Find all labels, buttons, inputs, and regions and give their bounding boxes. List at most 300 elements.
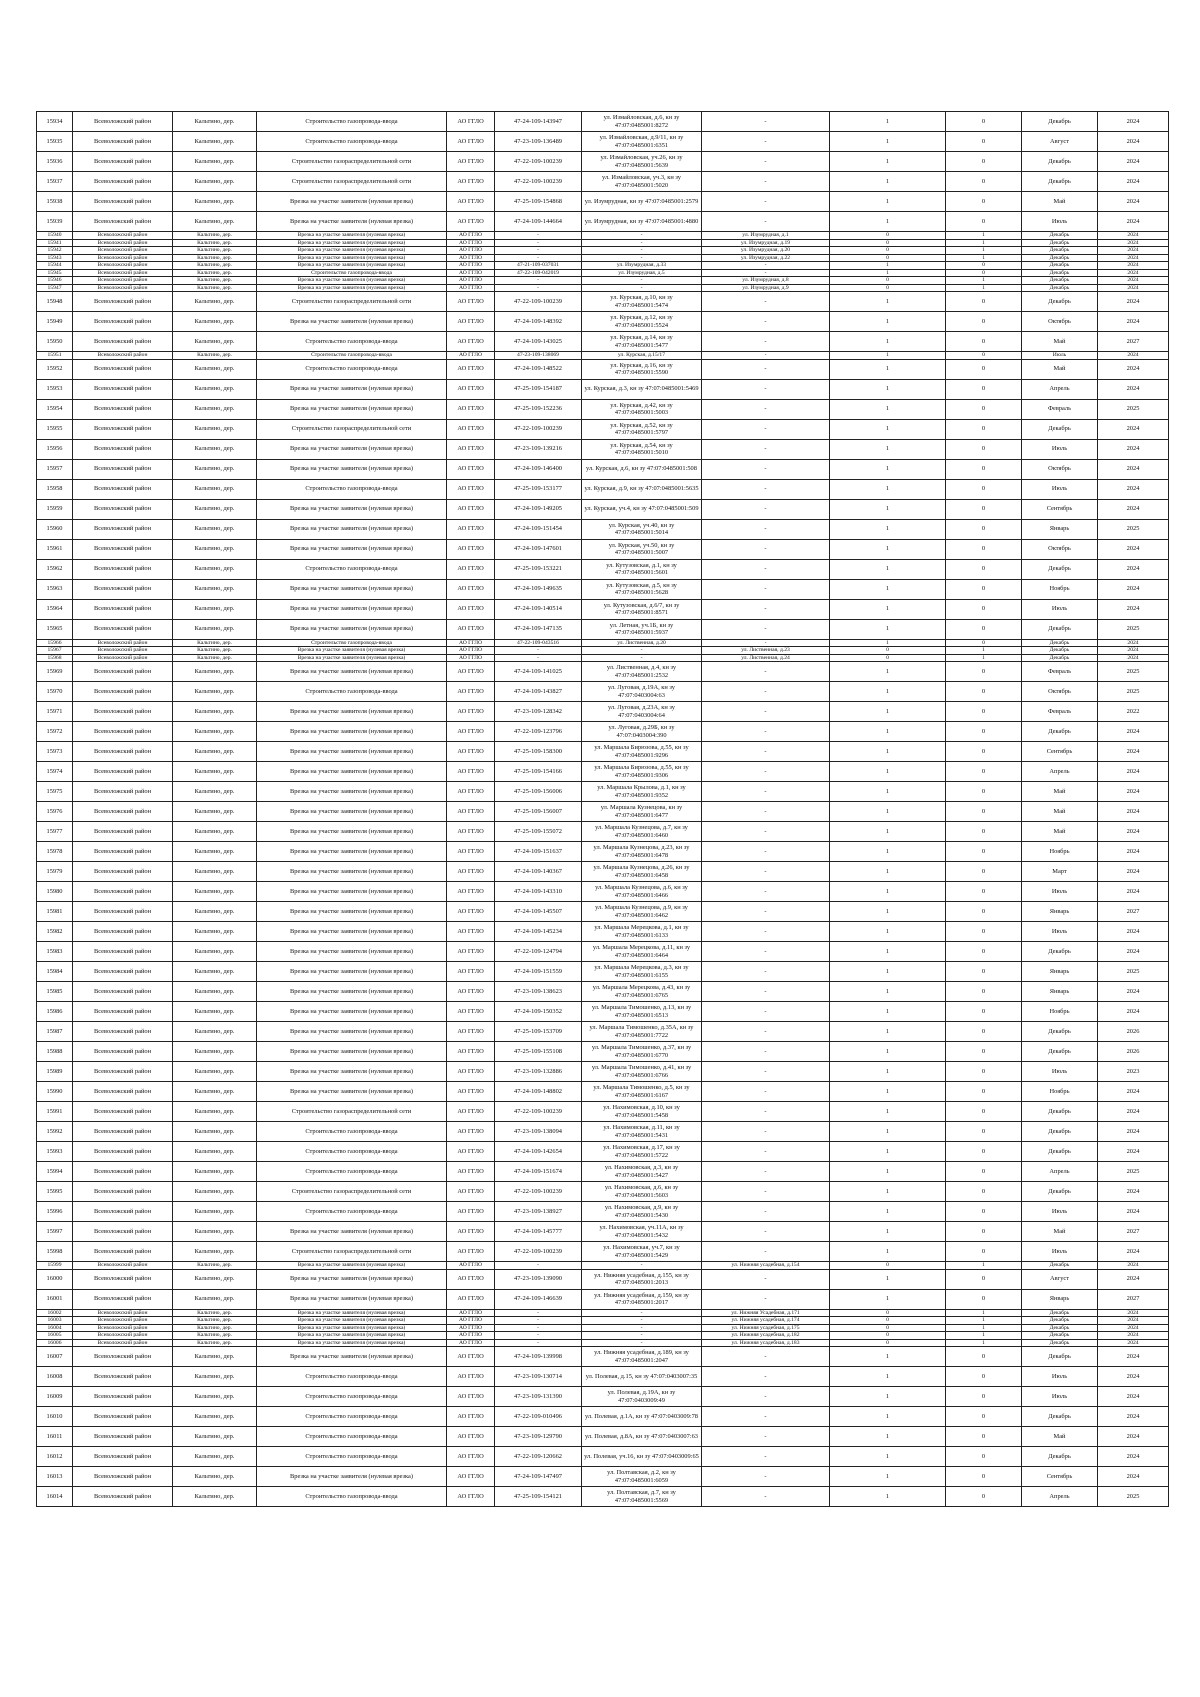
permit-number-cell: 47-24-109-146400	[495, 459, 582, 479]
organization-cell: АО ГГЛО	[447, 1447, 495, 1467]
organization-cell: АО ГГЛО	[447, 277, 495, 285]
month-cell: Февраль	[1022, 399, 1098, 419]
row-number: 15989	[37, 1062, 73, 1082]
address-cadastral-cell: ул. Курская, д.12, кн зу 47:07:0485001:5524	[582, 312, 702, 332]
address-cell: -	[702, 962, 830, 982]
address-cell: -	[702, 292, 830, 312]
count-a-cell: 1	[830, 1182, 946, 1202]
organization-cell: АО ГГЛО	[447, 662, 495, 682]
district-cell: Всеволожский район	[73, 212, 173, 232]
table-row	[37, 1309, 1169, 1317]
work-type-cell: Врезка на участке заявителя (нулевая врезка)	[257, 1332, 447, 1340]
permit-number-cell: 47-24-109-151454	[495, 519, 582, 539]
row-number: 15980	[37, 882, 73, 902]
locality-cell: Кальтино, дер.	[173, 782, 257, 802]
count-a-cell: 1	[830, 1242, 946, 1262]
work-type-cell: Врезка на участке заявителя (нулевая врезка)	[257, 459, 447, 479]
address-cell: -	[702, 359, 830, 379]
address-cell: -	[702, 702, 830, 722]
year-cell: 2024	[1098, 239, 1169, 247]
row-number: 15947	[37, 284, 73, 292]
address-cadastral-cell: -	[582, 1317, 702, 1325]
row-number: 15962	[37, 559, 73, 579]
year-cell: 2025	[1098, 1162, 1169, 1182]
table-row	[37, 599, 1169, 619]
month-cell: Декабрь	[1022, 942, 1098, 962]
row-number: 15999	[37, 1262, 73, 1270]
address-cadastral-cell: ул. Курская, д.16, кн зу 47:07:0485001:5590	[582, 359, 702, 379]
permit-number-cell: 47-24-109-147135	[495, 619, 582, 639]
count-a-cell: 1	[830, 902, 946, 922]
locality-cell: Кальтино, дер.	[173, 902, 257, 922]
address-cadastral-cell: ул. Курская, д.15/17	[582, 352, 702, 360]
count-a-cell: 1	[830, 862, 946, 882]
row-number: 15958	[37, 479, 73, 499]
district-cell: Всеволожский район	[73, 702, 173, 722]
district-cell: Всеволожский район	[73, 1262, 173, 1270]
permit-number-cell: -	[495, 254, 582, 262]
address-cadastral-cell: ул. Измайловская, д.9/11, кн зу 47:07:0485001:6351	[582, 132, 702, 152]
locality-cell: Кальтино, дер.	[173, 359, 257, 379]
locality-cell: Кальтино, дер.	[173, 284, 257, 292]
district-cell: Всеволожский район	[73, 1447, 173, 1467]
address-cell: -	[702, 112, 830, 132]
count-a-cell: 0	[830, 1332, 946, 1340]
row-number: 15952	[37, 359, 73, 379]
month-cell: Декабрь	[1022, 1309, 1098, 1317]
count-b-cell: 0	[946, 112, 1022, 132]
address-cell: -	[702, 1347, 830, 1367]
count-a-cell: 1	[830, 1042, 946, 1062]
year-cell: 2024	[1098, 942, 1169, 962]
permit-number-cell: -	[495, 232, 582, 240]
locality-cell: Кальтино, дер.	[173, 112, 257, 132]
year-cell: 2027	[1098, 332, 1169, 352]
count-a-cell: 0	[830, 247, 946, 255]
district-cell: Всеволожский район	[73, 262, 173, 270]
address-cadastral-cell: -	[582, 247, 702, 255]
month-cell: Ноябрь	[1022, 579, 1098, 599]
address-cell: -	[702, 882, 830, 902]
locality-cell: Кальтино, дер.	[173, 882, 257, 902]
district-cell: Всеволожский район	[73, 1102, 173, 1122]
district-cell: Всеволожский район	[73, 332, 173, 352]
work-type-cell: Врезка на участке заявителя (нулевая врезка)	[257, 232, 447, 240]
count-a-cell: 1	[830, 539, 946, 559]
table-row	[37, 212, 1169, 232]
district-cell: Всеволожский район	[73, 539, 173, 559]
table-row	[37, 1162, 1169, 1182]
locality-cell: Кальтино, дер.	[173, 922, 257, 942]
organization-cell: АО ГГЛО	[447, 1242, 495, 1262]
count-a-cell: 1	[830, 1407, 946, 1427]
district-cell: Всеволожский район	[73, 1142, 173, 1162]
table-row	[37, 882, 1169, 902]
count-a-cell: 1	[830, 312, 946, 332]
address-cadastral-cell: -	[582, 647, 702, 655]
work-type-cell: Врезка на участке заявителя (нулевая врезка)	[257, 254, 447, 262]
year-cell: 2024	[1098, 922, 1169, 942]
table-row	[37, 499, 1169, 519]
locality-cell: Кальтино, дер.	[173, 152, 257, 172]
organization-cell: АО ГГЛО	[447, 539, 495, 559]
year-cell: 2024	[1098, 647, 1169, 655]
month-cell: Декабрь	[1022, 172, 1098, 192]
count-b-cell: 0	[946, 702, 1022, 722]
organization-cell: АО ГГЛО	[447, 312, 495, 332]
district-cell: Всеволожский район	[73, 1182, 173, 1202]
table-row	[37, 132, 1169, 152]
work-type-cell: Врезка на участке заявителя (нулевая врезка)	[257, 662, 447, 682]
count-b-cell: 0	[946, 379, 1022, 399]
organization-cell: АО ГГЛО	[447, 882, 495, 902]
locality-cell: Кальтино, дер.	[173, 862, 257, 882]
registry-sheet	[36, 111, 1168, 1507]
district-cell: Всеволожский район	[73, 152, 173, 172]
count-b-cell: 1	[946, 247, 1022, 255]
locality-cell: Кальтино, дер.	[173, 399, 257, 419]
table-row	[37, 269, 1169, 277]
work-type-cell: Строительство газопровода-ввода	[257, 269, 447, 277]
row-number: 15937	[37, 172, 73, 192]
district-cell: Всеволожский район	[73, 1002, 173, 1022]
table-row	[37, 1222, 1169, 1242]
work-type-cell: Врезка на участке заявителя (нулевая врезка)	[257, 842, 447, 862]
address-cadastral-cell: ул. Маршала Мерецкова, д.11, кн зу 47:07:0485001:6464	[582, 942, 702, 962]
work-type-cell: Строительство газопровода-ввода	[257, 1142, 447, 1162]
locality-cell: Кальтино, дер.	[173, 1022, 257, 1042]
locality-cell: Кальтино, дер.	[173, 802, 257, 822]
permit-number-cell: 47-23-109-129790	[495, 1427, 582, 1447]
row-number: 15944	[37, 262, 73, 270]
district-cell: Всеволожский район	[73, 882, 173, 902]
address-cell: -	[702, 862, 830, 882]
table-row	[37, 1447, 1169, 1467]
address-cell: -	[702, 619, 830, 639]
organization-cell: АО ГГЛО	[447, 1202, 495, 1222]
organization-cell: АО ГГЛО	[447, 1102, 495, 1122]
district-cell: Всеволожский район	[73, 619, 173, 639]
row-number: 15968	[37, 654, 73, 662]
count-a-cell: 0	[830, 284, 946, 292]
year-cell: 2024	[1098, 1387, 1169, 1407]
permit-number-cell: 47-25-109-153177	[495, 479, 582, 499]
address-cell: -	[702, 722, 830, 742]
count-b-cell: 0	[946, 1222, 1022, 1242]
work-type-cell: Врезка на участке заявителя (нулевая врезка)	[257, 379, 447, 399]
count-a-cell: 0	[830, 1309, 946, 1317]
district-cell: Всеволожский район	[73, 647, 173, 655]
permit-number-cell: 47-23-109-139216	[495, 439, 582, 459]
address-cell: -	[702, 1269, 830, 1289]
month-cell: Февраль	[1022, 662, 1098, 682]
table-row	[37, 1062, 1169, 1082]
count-a-cell: 1	[830, 459, 946, 479]
year-cell: 2025	[1098, 619, 1169, 639]
organization-cell: АО ГГЛО	[447, 579, 495, 599]
permit-number-cell: -	[495, 1262, 582, 1270]
address-cadastral-cell: ул. Кутузовская, д.5, кн зу 47:07:0485001:5628	[582, 579, 702, 599]
row-number: 15987	[37, 1022, 73, 1042]
address-cell: -	[702, 1142, 830, 1162]
locality-cell: Кальтино, дер.	[173, 1324, 257, 1332]
row-number: 16014	[37, 1487, 73, 1507]
address-cadastral-cell: ул. Маршала Мерецкова, д.1, кн зу 47:07:0485001:6133	[582, 922, 702, 942]
count-b-cell: 0	[946, 1407, 1022, 1427]
address-cadastral-cell: ул. Маршала Бирюзова, д.55, кн зу 47:07:0485001:9306	[582, 762, 702, 782]
permit-number-cell: 47-24-109-142654	[495, 1142, 582, 1162]
table-row	[37, 172, 1169, 192]
count-b-cell: 0	[946, 332, 1022, 352]
month-cell: Июль	[1022, 439, 1098, 459]
organization-cell: АО ГГЛО	[447, 269, 495, 277]
count-b-cell: 1	[946, 277, 1022, 285]
permit-number-cell: 47-24-109-143947	[495, 112, 582, 132]
permit-number-cell: 47-22-109-042019	[495, 269, 582, 277]
count-b-cell: 1	[946, 1309, 1022, 1317]
address-cadastral-cell: -	[582, 239, 702, 247]
work-type-cell: Врезка на участке заявителя (нулевая врезка)	[257, 647, 447, 655]
organization-cell: АО ГГЛО	[447, 1262, 495, 1270]
address-cadastral-cell: -	[582, 1324, 702, 1332]
permit-number-cell: 47-24-109-150352	[495, 1002, 582, 1022]
address-cell: -	[702, 1242, 830, 1262]
table-row	[37, 1242, 1169, 1262]
locality-cell: Кальтино, дер.	[173, 1062, 257, 1082]
count-b-cell: 0	[946, 942, 1022, 962]
year-cell: 2024	[1098, 352, 1169, 360]
month-cell: Октябрь	[1022, 459, 1098, 479]
month-cell: Январь	[1022, 902, 1098, 922]
work-type-cell: Врезка на участке заявителя (нулевая врезка)	[257, 762, 447, 782]
locality-cell: Кальтино, дер.	[173, 419, 257, 439]
row-number: 16007	[37, 1347, 73, 1367]
count-a-cell: 1	[830, 842, 946, 862]
district-cell: Всеволожский район	[73, 599, 173, 619]
organization-cell: АО ГГЛО	[447, 902, 495, 922]
table-row	[37, 239, 1169, 247]
organization-cell: АО ГГЛО	[447, 499, 495, 519]
address-cell: -	[702, 499, 830, 519]
row-number: 15972	[37, 722, 73, 742]
permit-number-cell: 47-22-109-100239	[495, 152, 582, 172]
count-a-cell: 1	[830, 982, 946, 1002]
address-cell: -	[702, 399, 830, 419]
row-number: 15948	[37, 292, 73, 312]
address-cell: -	[702, 152, 830, 172]
count-a-cell: 1	[830, 1122, 946, 1142]
count-b-cell: 0	[946, 1387, 1022, 1407]
address-cadastral-cell: -	[582, 654, 702, 662]
permit-number-cell: 47-24-109-146639	[495, 1289, 582, 1309]
work-type-cell: Строительство газопровода-ввода	[257, 1122, 447, 1142]
month-cell: Декабрь	[1022, 722, 1098, 742]
table-row	[37, 1082, 1169, 1102]
count-a-cell: 1	[830, 822, 946, 842]
work-type-cell: Строительство газопровода-ввода	[257, 1367, 447, 1387]
table-row	[37, 1332, 1169, 1340]
table-row	[37, 842, 1169, 862]
row-number: 15988	[37, 1042, 73, 1062]
district-cell: Всеволожский район	[73, 1324, 173, 1332]
count-b-cell: 0	[946, 1122, 1022, 1142]
count-a-cell: 1	[830, 1202, 946, 1222]
organization-cell: АО ГГЛО	[447, 439, 495, 459]
month-cell: Июль	[1022, 479, 1098, 499]
table-row	[37, 292, 1169, 312]
count-b-cell: 1	[946, 654, 1022, 662]
district-cell: Всеволожский район	[73, 822, 173, 842]
locality-cell: Кальтино, дер.	[173, 762, 257, 782]
row-number: 15946	[37, 277, 73, 285]
permit-number-cell: 47-24-109-140367	[495, 862, 582, 882]
address-cell: -	[702, 762, 830, 782]
table-row	[37, 419, 1169, 439]
organization-cell: АО ГГЛО	[447, 212, 495, 232]
address-cadastral-cell: ул. Маршала Крылова, д.1, кн зу 47:07:0485001:9352	[582, 782, 702, 802]
table-row	[37, 722, 1169, 742]
count-b-cell: 1	[946, 1339, 1022, 1347]
permit-number-cell: 47-24-109-149205	[495, 499, 582, 519]
organization-cell: АО ГГЛО	[447, 1487, 495, 1507]
district-cell: Всеволожский район	[73, 359, 173, 379]
month-cell: Май	[1022, 782, 1098, 802]
organization-cell: АО ГГЛО	[447, 192, 495, 212]
district-cell: Всеволожский район	[73, 782, 173, 802]
row-number: 16012	[37, 1447, 73, 1467]
organization-cell: АО ГГЛО	[447, 254, 495, 262]
address-cell: -	[702, 1202, 830, 1222]
organization-cell: АО ГГЛО	[447, 239, 495, 247]
address-cell: ул. Изумрудная, д.8	[702, 277, 830, 285]
count-a-cell: 1	[830, 742, 946, 762]
locality-cell: Кальтино, дер.	[173, 579, 257, 599]
row-number: 15970	[37, 682, 73, 702]
month-cell: Январь	[1022, 1289, 1098, 1309]
count-a-cell: 1	[830, 662, 946, 682]
locality-cell: Кальтино, дер.	[173, 1467, 257, 1487]
count-b-cell: 0	[946, 269, 1022, 277]
year-cell: 2024	[1098, 254, 1169, 262]
address-cadastral-cell: ул. Лиственная, д.4, кн зу 47:07:0485001:2532	[582, 662, 702, 682]
address-cadastral-cell: ул. Изумрудная, д.33	[582, 262, 702, 270]
address-cadastral-cell: ул. Луговая, д.19А, кн зу 47:07:0403004:63	[582, 682, 702, 702]
locality-cell: Кальтино, дер.	[173, 1222, 257, 1242]
work-type-cell: Строительство газопровода-ввода	[257, 332, 447, 352]
address-cadastral-cell: ул. Измайловская, уч.3, кн зу 47:07:0485001:5020	[582, 172, 702, 192]
organization-cell: АО ГГЛО	[447, 1042, 495, 1062]
month-cell: Декабрь	[1022, 1042, 1098, 1062]
month-cell: Июль	[1022, 1062, 1098, 1082]
count-a-cell: 1	[830, 802, 946, 822]
organization-cell: АО ГГЛО	[447, 842, 495, 862]
address-cell: -	[702, 782, 830, 802]
row-number: 15973	[37, 742, 73, 762]
month-cell: Март	[1022, 862, 1098, 882]
district-cell: Всеволожский район	[73, 1339, 173, 1347]
work-type-cell: Врезка на участке заявителя (нулевая врезка)	[257, 782, 447, 802]
count-b-cell: 0	[946, 192, 1022, 212]
district-cell: Всеволожский район	[73, 842, 173, 862]
month-cell: Февраль	[1022, 702, 1098, 722]
count-a-cell: 0	[830, 254, 946, 262]
address-cadastral-cell: ул. Маршала Кузнецова, д.9, кн зу 47:07:0485001:6462	[582, 902, 702, 922]
row-number: 15953	[37, 379, 73, 399]
permit-number-cell: 47-25-109-158300	[495, 742, 582, 762]
month-cell: Апрель	[1022, 1487, 1098, 1507]
year-cell: 2024	[1098, 1242, 1169, 1262]
permit-number-cell: 47-24-109-148392	[495, 312, 582, 332]
count-a-cell: 1	[830, 762, 946, 782]
organization-cell: АО ГГЛО	[447, 619, 495, 639]
organization-cell: АО ГГЛО	[447, 1367, 495, 1387]
month-cell: Декабрь	[1022, 619, 1098, 639]
address-cadastral-cell: ул. Маршала Кузнецова, д.26, кн зу 47:07:0485001:6458	[582, 862, 702, 882]
count-a-cell: 1	[830, 1427, 946, 1447]
district-cell: Всеволожский район	[73, 1162, 173, 1182]
row-number: 16013	[37, 1467, 73, 1487]
organization-cell: АО ГГЛО	[447, 332, 495, 352]
address-cadastral-cell: -	[582, 232, 702, 240]
count-a-cell: 1	[830, 352, 946, 360]
locality-cell: Кальтино, дер.	[173, 1447, 257, 1467]
locality-cell: Кальтино, дер.	[173, 1407, 257, 1427]
row-number: 15990	[37, 1082, 73, 1102]
work-type-cell: Строительство газопровода-ввода	[257, 559, 447, 579]
year-cell: 2027	[1098, 1289, 1169, 1309]
address-cell: ул. Нижняя усадебная, д.182	[702, 1332, 830, 1340]
address-cadastral-cell: ул. Лиственная, д.20	[582, 639, 702, 647]
address-cadastral-cell: ул. Нижняя усадебная, д.189, кн зу 47:07:0485001:2047	[582, 1347, 702, 1367]
table-row	[37, 742, 1169, 762]
organization-cell: АО ГГЛО	[447, 459, 495, 479]
count-a-cell: 1	[830, 332, 946, 352]
address-cadastral-cell: ул. Изумрудная, кн зу 47:07:0485001:2579	[582, 192, 702, 212]
table-row	[37, 399, 1169, 419]
month-cell: Ноябрь	[1022, 1002, 1098, 1022]
district-cell: Всеволожский район	[73, 247, 173, 255]
year-cell: 2024	[1098, 1407, 1169, 1427]
month-cell: Январь	[1022, 982, 1098, 1002]
count-a-cell: 0	[830, 277, 946, 285]
year-cell: 2024	[1098, 802, 1169, 822]
district-cell: Всеволожский район	[73, 379, 173, 399]
locality-cell: Кальтино, дер.	[173, 1309, 257, 1317]
table-row	[37, 284, 1169, 292]
count-b-cell: 0	[946, 822, 1022, 842]
count-b-cell: 1	[946, 1332, 1022, 1340]
locality-cell: Кальтино, дер.	[173, 212, 257, 232]
organization-cell: АО ГГЛО	[447, 1332, 495, 1340]
permit-number-cell: 47-24-109-143310	[495, 882, 582, 902]
count-b-cell: 0	[946, 922, 1022, 942]
count-b-cell: 0	[946, 539, 1022, 559]
district-cell: Всеволожский район	[73, 1367, 173, 1387]
count-a-cell: 1	[830, 262, 946, 270]
district-cell: Всеволожский район	[73, 399, 173, 419]
permit-number-cell: 47-24-109-148802	[495, 1082, 582, 1102]
table-row	[37, 702, 1169, 722]
locality-cell: Кальтино, дер.	[173, 379, 257, 399]
row-number: 15997	[37, 1222, 73, 1242]
organization-cell: АО ГГЛО	[447, 247, 495, 255]
locality-cell: Кальтино, дер.	[173, 1202, 257, 1222]
month-cell: Июль	[1022, 1202, 1098, 1222]
address-cell: -	[702, 172, 830, 192]
table-row	[37, 277, 1169, 285]
locality-cell: Кальтино, дер.	[173, 1289, 257, 1309]
year-cell: 2024	[1098, 1467, 1169, 1487]
